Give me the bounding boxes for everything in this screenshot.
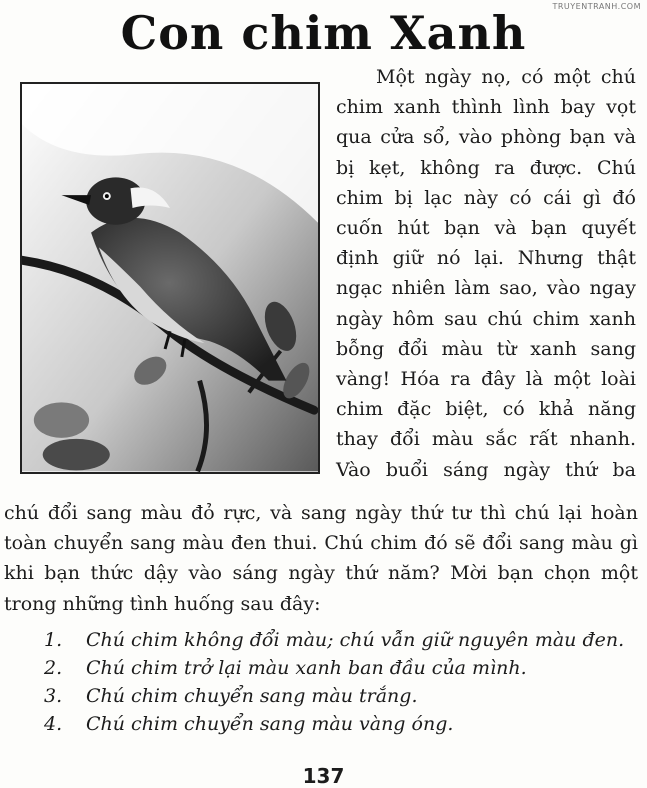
option-item <box>44 710 640 738</box>
intro-right-text: Một ngày nọ, có một chú chim xanh thình lình bay vọt qua cửa sổ, vào phòng bạn và bị kẹt, không ra được. Chú chim bị lạc này có cái gì đó cuốn hút bạn và bạn quyết định giữ nó lại. Nhưng thật ngạc nhiên làm sao, vào ngay ngày hôm sau chú chim xanh bỗng đổi màu từ xanh sang vàng! Hóa ra đây là một loài chim đặc biệt, có khả năng thay đổi màu sắc rất nhanh. Vào buổi sáng ngày thứ ba <box>336 66 636 481</box>
leaf <box>34 402 89 438</box>
intro-paragraph-full: chú đổi sang màu đỏ rực, và sang ngày thứ tư thì chú lại hoàn toàn chuyển sang màu đen thui. Chú chim đó sẽ đổi sang màu gì khi bạn thức dậy vào sáng ngày thứ năm? Mời bạn chọn một trong những tình huống sau đây: <box>4 502 638 615</box>
bird-pupil <box>105 194 109 198</box>
option-text: Chú chim trở lại màu xanh ban đầu của mình. <box>86 657 527 679</box>
watermark: TRUYENTRANH.COM <box>552 2 641 11</box>
option-text: Chú chim không đổi màu; chú vẫn giữ nguyên màu đen. <box>86 629 625 651</box>
option-item <box>44 682 640 710</box>
option-item <box>44 654 640 682</box>
intro-paragraph-right <box>336 62 636 485</box>
page-number: 137 <box>302 764 345 788</box>
option-number: 2. <box>44 657 63 679</box>
option-item <box>44 626 640 654</box>
option-number: 1. <box>44 629 63 651</box>
page-title: Con chim Xanh <box>120 6 527 60</box>
leaf <box>43 439 110 471</box>
option-number: 4. <box>44 713 63 735</box>
bird-drawing <box>22 84 318 472</box>
options-list <box>44 626 640 738</box>
option-text: Chú chim chuyển sang màu trắng. <box>86 685 418 707</box>
option-text: Chú chim chuyển sang màu vàng óng. <box>86 713 454 735</box>
bird-illustration <box>20 82 320 474</box>
option-number: 3. <box>44 685 63 707</box>
